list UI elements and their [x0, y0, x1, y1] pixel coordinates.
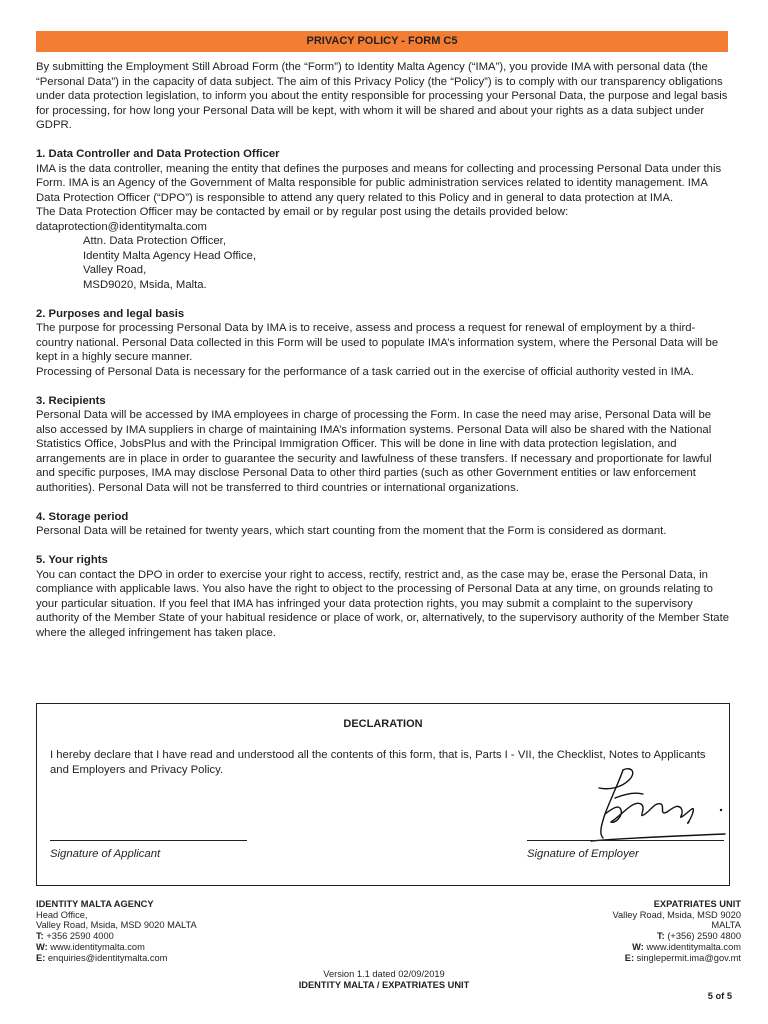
address-line: Attn. Data Protection Officer, [83, 235, 226, 247]
footer-address-line: Valley Road, Msida, MSD 9020 MALTA [36, 920, 197, 931]
dpo-postal-address [36, 234, 730, 292]
email-value: singlepermit.ima@gov.mt [636, 952, 741, 963]
address-line: Valley Road, [83, 264, 147, 276]
web-value: www.identitymalta.com [646, 941, 741, 952]
section-heading: 4. Storage period [36, 510, 129, 523]
web-label: W: [36, 941, 48, 952]
phone-label: T: [656, 931, 665, 942]
web-value: www.identitymalta.com [50, 941, 145, 952]
footer-address-line: Head Office, [36, 909, 88, 920]
employer-handwritten-signature [585, 764, 735, 844]
section-paragraph: The purpose for processing Personal Data by IMA is to receive, assess and process a request for renewal of employment by a third-country national. Personal Data collected in this Form will be used to populate IMA’s information system, where the Personal Data will be kept in a highly secure manner. [36, 322, 719, 363]
footer-version-block [0, 969, 768, 991]
footer-website [36, 942, 296, 953]
footer-address-line: MALTA [711, 920, 741, 931]
section-data-controller [36, 147, 730, 292]
page-number: 5 of 5 [707, 991, 732, 1001]
footer-org-line: IDENTITY MALTA / EXPATRIATES UNIT [298, 980, 470, 990]
privacy-policy-body [36, 60, 730, 640]
phone-label: T: [36, 931, 44, 942]
section-heading: 3. Recipients [36, 394, 106, 407]
footer-website [481, 942, 741, 953]
section-paragraph: The Data Protection Officer may be contacted by email or by regular post using the details provided below: [36, 206, 569, 218]
email-label: E: [624, 952, 635, 963]
section-heading: 5. Your rights [36, 554, 108, 566]
section-recipients [36, 394, 730, 496]
employer-signature-line[interactable] [527, 840, 724, 841]
section-your-rights [36, 553, 730, 640]
web-label: W: [632, 941, 644, 952]
section-storage-period [36, 510, 730, 539]
footer-address-line: Valley Road, Msida, MSD 9020 [612, 909, 741, 920]
section-paragraph: Personal Data will be accessed by IMA employees in charge of processing the Form. In case the need may arise, Personal Data will be also accessed by IMA suppliers in charge of maintaining IMA’s information systems. Personal Data will also be shared with the National Statistics Office, JobsPlus and with the Principal Immigration Officer. This will be done in line with data protection legislation, and arrangements are in place in order to guarantee the security and lawfulness of these transfers. If necessary and proportionate for lawful and specific purposes, IMA may disclose Personal Data to other third parties (such as other Government entities or law enforcement authorities). Personal Data will not be transferred to third countries or international organizations. [36, 409, 712, 494]
footer-email [481, 953, 741, 964]
form-title-banner: PRIVACY POLICY - FORM C5 [36, 31, 728, 52]
employer-signature-label: Signature of Employer [527, 848, 639, 860]
footer-identity-malta-contact [36, 899, 296, 963]
phone-value: +356 2590 4000 [46, 931, 114, 942]
applicant-signature-line[interactable] [50, 840, 247, 841]
section-heading: 1. Data Controller and Data Protection Officer [36, 148, 280, 160]
section-paragraph: Personal Data will be retained for twenty years, which start counting from the moment that the Form is considered as dormant. [36, 525, 667, 537]
email-label: E: [36, 952, 46, 963]
address-line: Identity Malta Agency Head Office, [83, 249, 257, 262]
version-text: Version 1.1 dated 02/09/2019 [323, 969, 445, 979]
declaration-box [36, 703, 730, 886]
footer-phone [36, 931, 296, 942]
section-heading: 2. Purposes and legal basis [36, 307, 185, 320]
address-line: MSD9020, Msida, Malta. [83, 278, 207, 291]
phone-value: (+356) 2590 4800 [667, 931, 741, 942]
footer-expatriates-contact [481, 899, 741, 963]
email-value: enquiries@identitymalta.com [47, 952, 168, 963]
section-paragraph: IMA is the data controller, meaning the entity that defines the purposes and means for collecting and processing Personal Data under this Form. IMA is an Agency of the Government of Malta responsible for public administration services related to identity management. IMA Data Protection Officer (“DPO”) is responsible to attend any query related to this Policy and in general to data protection at IMA. [36, 162, 722, 204]
footer-org-name: IDENTITY MALTA AGENCY [36, 899, 154, 909]
footer-email [36, 953, 296, 964]
declaration-text: I hereby declare that I have read and understood all the contents of this form, that is, Parts I - VII, the Checklist, Notes to Applicants and Employers and Privacy Policy. [50, 749, 706, 776]
intro-paragraph: By submitting the Employment Still Abroad Form (the “Form”) to Identity Malta Agency (“IMA”), you provide IMA with personal data (the “Personal Data”) in the capacity of data subject. The aim of this Privacy Policy (the “Policy”) is to comply with our transparency obligations under data protection legislation, to inform you about the entity responsible for processing your Personal Data, the purpose and legal basis for processing, for how long your Personal Data will be kept, with whom it will be shared and about your rights as a data subject under GDPR. [36, 61, 728, 131]
applicant-signature-label: Signature of Applicant [50, 848, 161, 860]
dpo-email: dataprotection@identitymalta.com [36, 220, 207, 233]
section-purposes [36, 307, 730, 380]
declaration-title: DECLARATION [343, 718, 423, 730]
section-paragraph: You can contact the DPO in order to exercise your right to access, rectify, restrict and, as the case may be, erase the Personal Data, in compliance with applicable laws. You also have the right to object to the processing of Personal Data at any time, on grounds relating to your particular situation. If you feel that IMA has infringed your data protection rights, you may submit a complaint to the supervisory authority of the Member State of your habitual residence or place of work, or, alternatively, to the supervisory authority of the Member State where the alleged infringement has taken place. [36, 568, 730, 639]
footer-phone [481, 931, 741, 942]
footer-org-name: EXPATRIATES UNIT [653, 899, 741, 909]
section-paragraph: Processing of Personal Data is necessary for the performance of a task carried out in the exercise of official authority vested in IMA. [36, 365, 694, 378]
